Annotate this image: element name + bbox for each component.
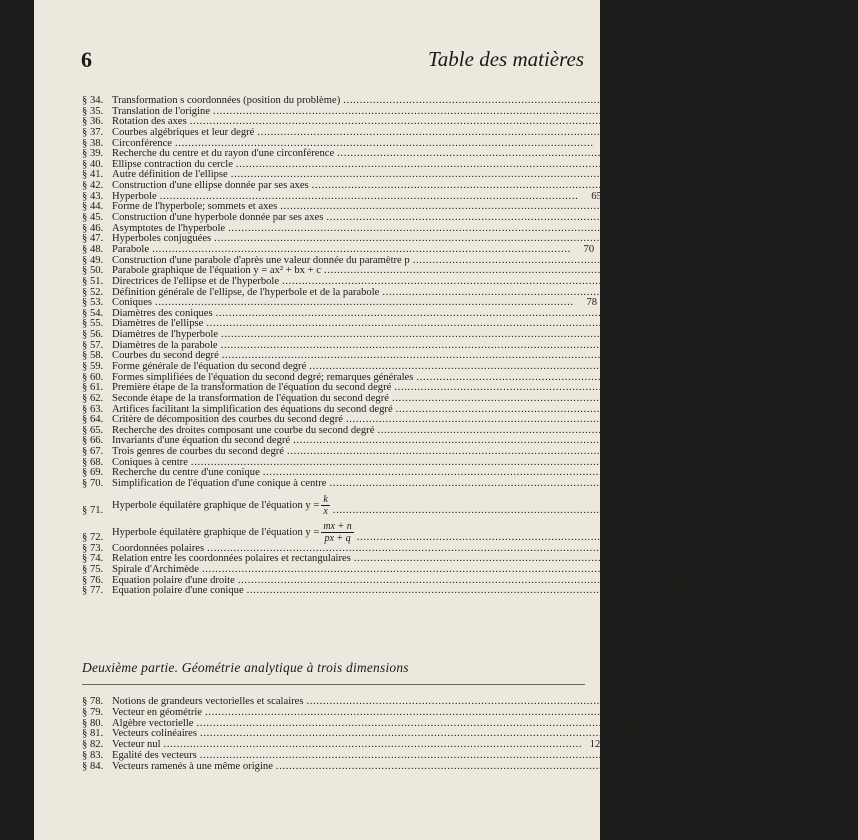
section-title-text: Egalité des vecteurs bbox=[112, 749, 197, 761]
section-number: § 49. bbox=[82, 254, 104, 266]
section-number: § 73. bbox=[82, 542, 104, 554]
section-title-text: Parabole bbox=[112, 243, 150, 255]
section-title-text: Rotation des axes bbox=[112, 116, 187, 128]
page-number: 6 bbox=[81, 47, 92, 72]
section-number: § 74. bbox=[82, 553, 104, 565]
page-ref: 68 bbox=[757, 212, 769, 224]
section-number: § 36. bbox=[82, 116, 104, 128]
page-ref: 72 bbox=[755, 265, 766, 277]
section-title-text: Hyperbole bbox=[112, 190, 157, 202]
page-ref: 65 bbox=[591, 190, 602, 202]
section-number: § 78. bbox=[82, 696, 104, 707]
section-title-text: Hyperbole équilatère graphique de l'équation y = bbox=[112, 499, 320, 511]
section-title-text: Formes simplifiées de l'équation du second degré; remarques générales bbox=[112, 371, 414, 383]
page-ref: 120 bbox=[672, 585, 689, 597]
page-ref: 80 bbox=[637, 318, 649, 330]
section-title bbox=[112, 494, 330, 517]
section-title-text: Diamètres de l'ellipse bbox=[112, 318, 204, 330]
section-title-text: Simplification de l'équation d'une conique à centre bbox=[112, 478, 327, 490]
section-number: § 77. bbox=[82, 585, 104, 597]
section-title-text: Recherche du centre et du rayon d'une circonférence bbox=[112, 148, 335, 160]
section-number: § 80. bbox=[82, 717, 104, 729]
section-number: § 53. bbox=[82, 297, 104, 309]
toc-entry bbox=[82, 760, 718, 773]
page-ref: 52 bbox=[774, 94, 786, 106]
section-number: § 57. bbox=[82, 339, 104, 351]
page-ref: 69 bbox=[659, 222, 671, 234]
dot-leader bbox=[357, 532, 774, 544]
section-title-text: Relation entre les coordonnées polaires et rectangulaires bbox=[112, 553, 351, 565]
page-ref: 108 bbox=[755, 478, 772, 490]
page-ref: 76 bbox=[813, 286, 825, 298]
page-ref: 124 bbox=[702, 760, 718, 772]
dot-leader bbox=[329, 479, 746, 490]
section-number: § 83. bbox=[82, 749, 104, 761]
section-title-text: Forme générale de l'équation du second degré bbox=[112, 361, 307, 372]
fraction-denominator: x bbox=[323, 505, 328, 517]
section-title-text: Equation polaire d'une conique bbox=[112, 585, 244, 597]
section-title-text: Autre définition de l'ellipse bbox=[112, 169, 228, 181]
page-ref: 121 bbox=[732, 696, 749, 707]
table-of-contents-part2 bbox=[82, 696, 749, 773]
page-ref: 59 bbox=[667, 158, 678, 170]
section-number: § 60. bbox=[82, 371, 104, 383]
page-ref: 75 bbox=[713, 275, 725, 287]
section-title-text: Recherche des droites composant une courbe du second degré bbox=[112, 424, 375, 436]
section-number: § 76. bbox=[82, 574, 104, 586]
section-title bbox=[112, 521, 354, 544]
section-title-text: Hyperboles conjuguées bbox=[112, 233, 212, 245]
section-title bbox=[112, 586, 244, 597]
section-title-text: Définition générale de l'ellipse, de l'hyperbole et de la parabole bbox=[112, 286, 380, 298]
page-ref: 58 bbox=[768, 148, 780, 160]
section-title-text: Coniques à centre bbox=[112, 456, 188, 468]
section-number: § 44. bbox=[82, 201, 104, 213]
section-number: § 84. bbox=[82, 760, 104, 772]
section-number: § 45. bbox=[82, 212, 104, 224]
page-ref: 57 bbox=[606, 137, 618, 149]
page-ref: 119 bbox=[664, 574, 680, 586]
toc-entry bbox=[82, 490, 775, 517]
section-number: § 75. bbox=[82, 563, 104, 575]
page-ref: 110 bbox=[759, 504, 775, 516]
section-title-text: Coordonnées polaires bbox=[112, 542, 205, 554]
section-title-text: Vecteur nul bbox=[112, 739, 161, 751]
fraction-numerator: mx + n bbox=[323, 520, 352, 532]
page-ref: 121 bbox=[631, 706, 648, 718]
section-title-text: Diamètres de l'hyperbole bbox=[112, 329, 219, 341]
section-number: § 61. bbox=[82, 382, 104, 394]
fraction-numerator: k bbox=[323, 493, 328, 505]
section-number: § 50. bbox=[82, 265, 104, 277]
section-title-text: Diamètres des coniques bbox=[112, 307, 213, 319]
dot-leader bbox=[333, 505, 750, 517]
section-number: § 62. bbox=[82, 392, 104, 404]
page-ref: 62 bbox=[662, 169, 673, 181]
page-ref: 64 bbox=[743, 180, 754, 192]
section-title-text: Vecteurs ramenés à une même origine bbox=[112, 760, 273, 772]
section-number: § 59. bbox=[82, 361, 104, 372]
section-title-text: Courbes du second degré bbox=[112, 350, 219, 362]
section-title-text: Vecteurs colinéaires bbox=[112, 728, 198, 740]
page-ref: 122 bbox=[626, 728, 643, 740]
section-number: § 81. bbox=[82, 728, 104, 740]
section-title-text: Construction d'une ellipse donnée par ses axes bbox=[112, 180, 309, 192]
page-ref: 107 bbox=[688, 467, 705, 479]
section-title bbox=[112, 479, 326, 490]
page-ref: 117 bbox=[628, 563, 644, 575]
section-number: § 54. bbox=[82, 307, 104, 319]
section-title-text: Forme de l'hyperbole; sommets et axes bbox=[112, 201, 278, 213]
section-number: § 72. bbox=[82, 531, 104, 543]
section-title-text: Directrices de l'ellipse et de l'hyperbole bbox=[112, 275, 280, 287]
book-page bbox=[34, 0, 858, 840]
section-number: § 66. bbox=[82, 435, 104, 447]
section-number: § 67. bbox=[82, 446, 104, 458]
section-number: § 42. bbox=[82, 180, 104, 192]
section-number: § 48. bbox=[82, 243, 104, 255]
section-number: § 47. bbox=[82, 233, 104, 245]
section-number: § 38. bbox=[82, 137, 104, 149]
page-ref: 97 bbox=[808, 424, 820, 436]
section-number: § 56. bbox=[82, 329, 104, 341]
table-of-contents bbox=[82, 94, 858, 597]
page-ref: 111 bbox=[783, 531, 799, 543]
section-title-text: Algèbre vectorielle bbox=[112, 717, 194, 729]
section-number: § 79. bbox=[82, 706, 104, 718]
section-number: § 70. bbox=[82, 478, 104, 490]
section-title-text: Construction d'une hyperbole donnée par ses axes bbox=[112, 212, 324, 224]
page-ref: 53 bbox=[644, 105, 656, 117]
section-title-text: Notions de grandeurs vectorielles et scalaires bbox=[112, 696, 304, 707]
fraction bbox=[321, 521, 353, 544]
dot-leader bbox=[247, 586, 664, 597]
page-ref: 93 bbox=[827, 403, 838, 415]
page-ref: 85 bbox=[740, 361, 752, 372]
section-number: § 65. bbox=[82, 424, 104, 436]
toc-entry bbox=[82, 517, 799, 544]
section-title-text: Invariants d'une équation du second degré bbox=[112, 435, 291, 447]
page-ref: 87 bbox=[825, 382, 837, 394]
section-title-text: Première étape de la transformation de l'équation du second degré bbox=[112, 382, 392, 394]
section-number: § 69. bbox=[82, 467, 104, 479]
fraction bbox=[321, 494, 329, 517]
section-number: § 43. bbox=[82, 190, 104, 202]
page-ref: 84 bbox=[653, 350, 664, 362]
section-title-text: Critère de décomposition des courbes du second degré bbox=[112, 414, 343, 426]
page-ref: 70 bbox=[583, 243, 595, 255]
section-title-text: Recherche du centre d'une conique bbox=[112, 467, 260, 479]
section-number: § 37. bbox=[82, 126, 104, 138]
page-ref: 54 bbox=[621, 116, 632, 128]
page-ref: 86 bbox=[847, 371, 858, 383]
section-number: § 51. bbox=[82, 275, 104, 287]
section-title-text: Translation de l'origine bbox=[112, 105, 211, 117]
page-ref: 105 bbox=[617, 456, 633, 468]
section-number: § 82. bbox=[82, 739, 104, 751]
section-number: § 55. bbox=[82, 318, 104, 330]
section-number: § 40. bbox=[82, 158, 104, 170]
page-ref: 100 bbox=[719, 435, 736, 447]
page-ref: 71 bbox=[844, 254, 855, 266]
section-title-text: Artifices facilitant la simplification des équations du second degré bbox=[112, 403, 393, 415]
section-title-text: Transformation s coordonnées (position du problème) bbox=[112, 94, 341, 106]
section-title-text: Courbes algébriques et leur degré bbox=[112, 126, 255, 138]
section-title-text: Spirale d'Archimède bbox=[112, 563, 199, 575]
section-title-text: Circonférence bbox=[112, 137, 172, 149]
dot-leader bbox=[276, 762, 693, 773]
page-ref: 103 bbox=[713, 446, 730, 458]
section-title-text: Parabole graphique de l'équation y = ax² + bx + c bbox=[112, 265, 321, 277]
page-ref: 96 bbox=[777, 414, 788, 426]
part-title: Deuxième partie. Géométrie analytique à trois dimensions bbox=[82, 660, 409, 675]
page-ref: 115 bbox=[780, 553, 796, 565]
page-ref: 78 bbox=[586, 297, 598, 309]
section-number: § 58. bbox=[82, 350, 104, 362]
section-title-text: Construction d'une parabole d'après une valeur donnée du paramètre p bbox=[112, 254, 410, 266]
page-ref: 89 bbox=[823, 392, 835, 404]
section-title-text: Seconde étape de la transformation de l'équation du second degré bbox=[112, 392, 389, 404]
page-ref: 122 bbox=[622, 717, 639, 729]
toc-entry bbox=[82, 478, 772, 490]
section-number: § 68. bbox=[82, 456, 104, 468]
section-number: § 35. bbox=[82, 105, 104, 117]
dot-leader bbox=[257, 128, 674, 139]
section-title-text: Coniques bbox=[112, 297, 153, 309]
dot-leader bbox=[392, 394, 809, 405]
page-ref: 113 bbox=[633, 542, 650, 554]
page-ref: 67 bbox=[711, 201, 723, 213]
page-ref: 81 bbox=[652, 329, 664, 341]
dot-leader bbox=[205, 708, 622, 719]
page-ref: 70 bbox=[645, 233, 657, 245]
section-number: § 34. bbox=[82, 94, 104, 106]
section-title-text: Hyperbole équilatère graphique de l'équation y = bbox=[112, 526, 320, 538]
section-title-text: Ellipse contraction du cercle bbox=[112, 158, 233, 170]
section-number: § 39. bbox=[82, 148, 104, 160]
section-number: § 46. bbox=[82, 222, 104, 234]
section-title-text: Trois genres de courbes du second degré bbox=[112, 446, 285, 458]
fraction-denominator: px + q bbox=[324, 532, 351, 544]
section-title-text: Diamètres de la parabole bbox=[112, 339, 218, 351]
part-divider bbox=[82, 684, 585, 685]
page-ref: 123 bbox=[625, 749, 642, 761]
running-title: Table des matières bbox=[428, 47, 584, 71]
section-number: § 64. bbox=[82, 414, 104, 426]
section-number: § 41. bbox=[82, 169, 104, 181]
section-title bbox=[112, 762, 273, 773]
toc-entry bbox=[82, 585, 689, 597]
page-ref: 83 bbox=[652, 339, 663, 351]
section-number: § 63. bbox=[82, 403, 104, 415]
section-title-text: Asymptotes de l'hyperbole bbox=[112, 222, 226, 234]
section-title-text: Equation polaire d'une droite bbox=[112, 574, 235, 586]
page-ref: 55 bbox=[688, 126, 700, 138]
section-number: § 71. bbox=[82, 504, 104, 516]
section-title-text: Vecteur en géométrie bbox=[112, 706, 202, 718]
page-ref: 123 bbox=[589, 739, 606, 751]
section-number: § 52. bbox=[82, 286, 104, 298]
page-ref: 80 bbox=[647, 307, 658, 319]
